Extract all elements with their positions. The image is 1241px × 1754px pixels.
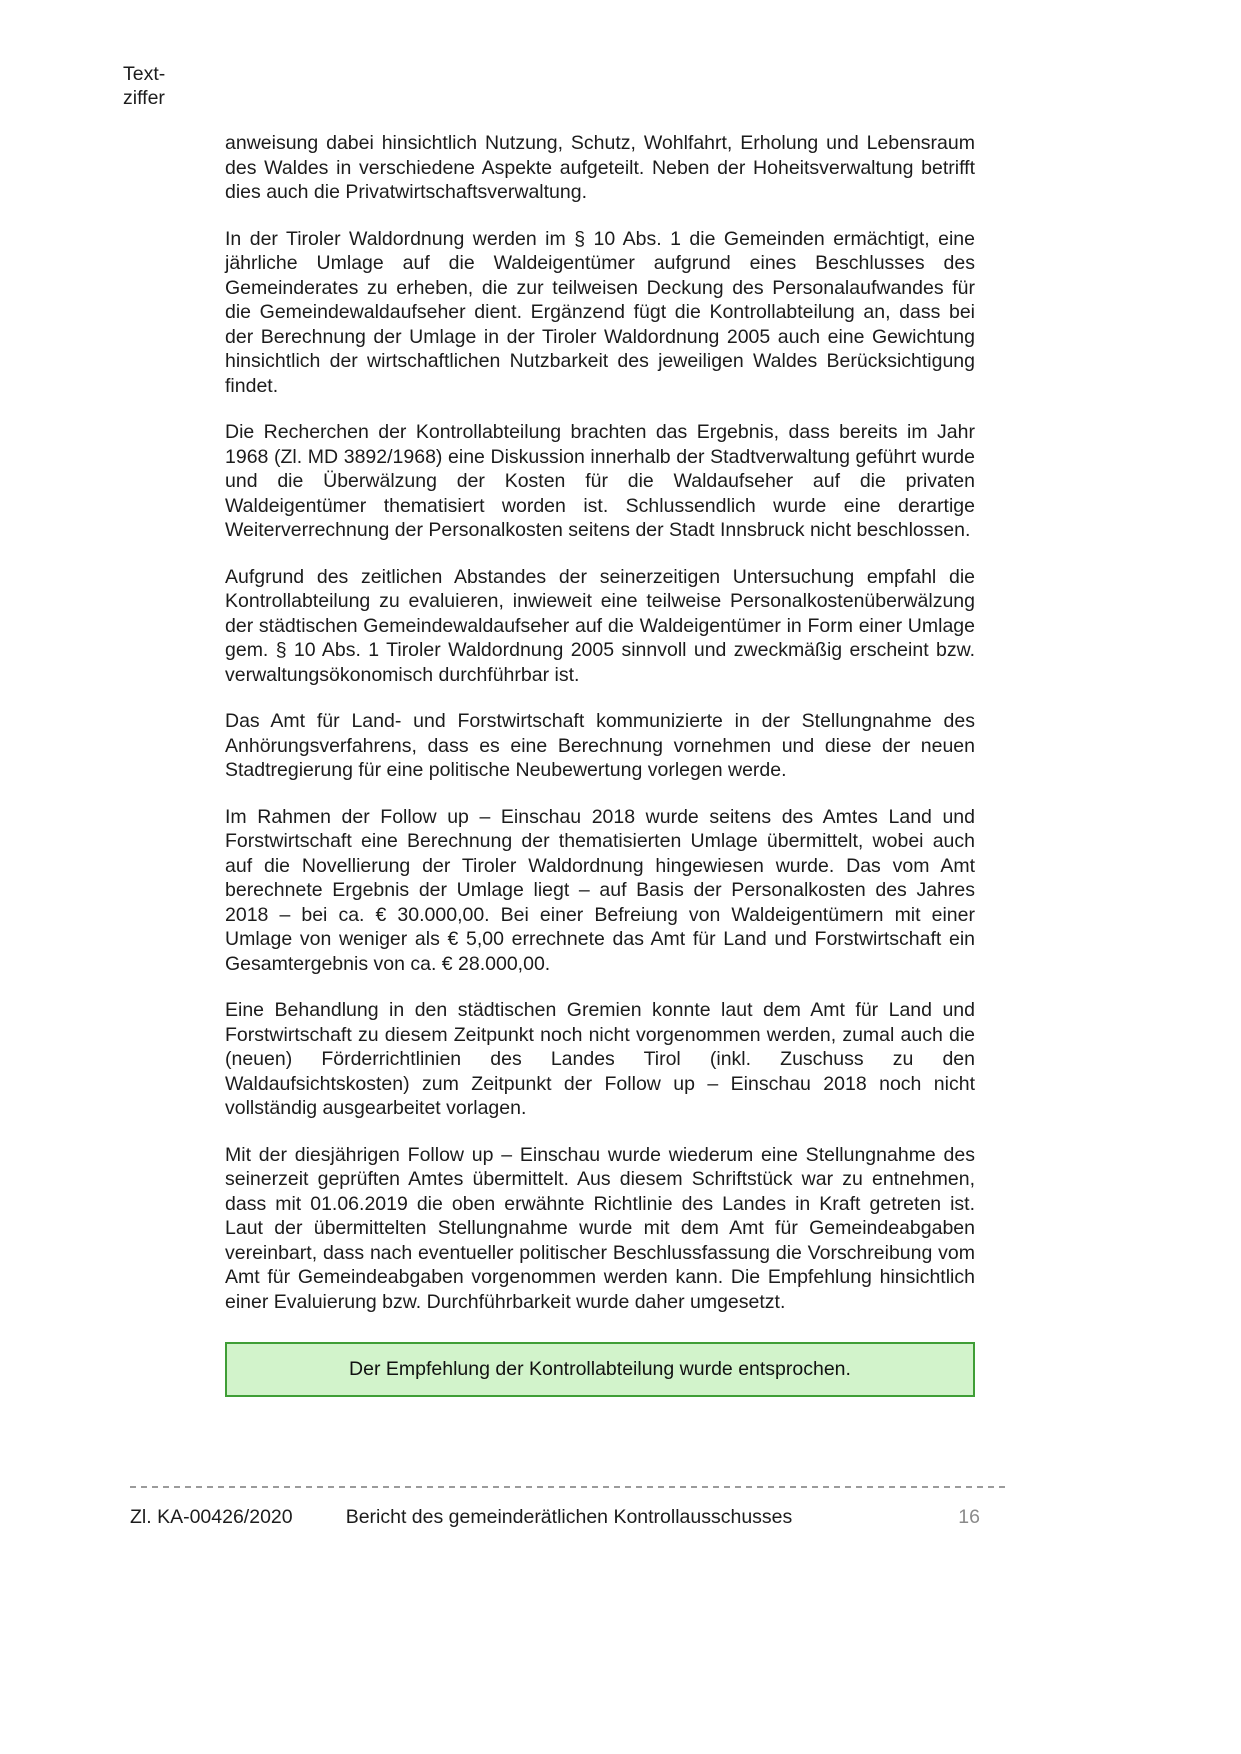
body-text-column <box>225 131 975 1397</box>
paragraph: Im Rahmen der Follow up – Einschau 2018 wurde seitens des Amtes Land und Forstwirtschaft eine Berechnung der thematisierten Umlage übermittelt, wobei auch auf die Novellierung der Tiroler Waldordnung hingewiesen wurde. Das vom Amt berechnete Ergebnis der Umlage liegt – auf Basis der Personalkosten des Jahres 2018 – bei ca. € 30.000,00. Bei einer Befreiung von Waldeigentümern mit einer Umlage von weniger als € 5,00 errechnete das Amt für Land und Forstwirtschaft ein Gesamtergebnis von ca. € 28.000,00. <box>225 805 975 975</box>
paragraph: Das Amt für Land- und Forstwirtschaft kommunizierte in der Stellungnahme des Anhörungsverfahrens, dass es eine Berechnung vornehmen und diese der neuen Stadtregierung für eine politische Neubewertung vorlegen werde. <box>225 710 975 781</box>
paragraph: In der Tiroler Waldordnung werden im § 10 Abs. 1 die Gemeinden ermächtigt, eine jährliche Umlage auf die Waldeigentümer aufgrund eines Beschlusses des Gemeinderates zu erheben, die zur teilweisen Deckung des Personalaufwandes für die Gemeindewaldaufseher dient. Ergänzend fügt die Kontrollabteilung an, dass bei der Berechnung der Umlage in der Tiroler Waldordnung 2005 auch eine Gewichtung hinsichtlich der wirtschaftlichen Nutzbarkeit des jeweiligen Waldes Berücksichtigung findet. <box>225 227 975 397</box>
footer-report-title: Bericht des gemeinderätlichen Kontrollausschusses <box>345 1506 793 1528</box>
recommendation-result-box: Der Empfehlung der Kontrollabteilung wurde entsprochen. <box>225 1342 975 1397</box>
paragraph: anweisung dabei hinsichtlich Nutzung, Schutz, Wohlfahrt, Erholung und Lebensraum des Waldes in verschiedene Aspekte aufgeteilt. Neben der Hoheitsverwaltung betrifft dies auch die Privatwirtschaftsverwaltung. <box>225 132 975 203</box>
margin-label-line1: Text- <box>123 63 166 85</box>
paragraph: Mit der diesjährigen Follow up – Einschau wurde wiederum eine Stellungnahme des seinerzeit geprüften Amtes übermittelt. Aus diesem Schriftstück war zu entnehmen, dass mit 01.06.2019 die oben erwähnte Richtlinie des Landes in Kraft getreten ist. Laut der übermittelten Stellungnahme wurde mit dem Amt für Gemeindeabgaben vereinbart, dass nach eventueller politischer Beschlussfassung die Vorschreibung vom Amt für Gemeindeabgaben vorgenommen werden kann. Die Empfehlung hinsichtlich einer Evaluierung bzw. Durchführbarkeit wurde daher umgesetzt. <box>225 1143 975 1313</box>
footer-dashed-divider <box>130 1486 1008 1488</box>
footer-page-number: 16 <box>958 1506 980 1528</box>
margin-label-textziffer <box>123 62 165 110</box>
footer-reference-number: Zl. KA-00426/2020 <box>130 1506 293 1528</box>
footer-row <box>130 1504 1008 1530</box>
page-footer <box>130 1486 1008 1530</box>
paragraph: Aufgrund des zeitlichen Abstandes der seinerzeitigen Untersuchung empfahl die Kontrollabteilung zu evaluieren, inwieweit eine teilweise Personalkostenüberwälzung der städtischen Gemeindewaldaufseher auf die Waldeigentümer in Form einer Umlage gem. § 10 Abs. 1 Tiroler Waldordnung 2005 sinnvoll und zweckmäßig erscheint bzw. verwaltungsökonomisch durchführbar ist. <box>225 565 975 686</box>
paragraph: Eine Behandlung in den städtischen Gremien konnte laut dem Amt für Land und Forstwirtschaft zu diesem Zeitpunkt noch nicht vorgenommen werden, zumal auch die (neuen) Förderrichtlinien des Landes Tirol (inkl. Zuschuss zu den Waldaufsichtskosten) zum Zeitpunkt der Follow up – Einschau 2018 noch nicht vollständig ausgearbeitet vorlagen. <box>225 999 975 1119</box>
margin-label-line2: ziffer <box>123 87 165 109</box>
paragraph: Die Recherchen der Kontrollabteilung brachten das Ergebnis, dass bereits im Jahr 1968 (Zl. MD 3892/1968) eine Diskussion innerhalb der Stadtverwaltung geführt wurde und die Überwälzung der Kosten für die Waldaufseher auf die privaten Waldeigentümer thematisiert worden ist. Schlussendlich wurde eine derartige Weiterverrechnung der Personalkosten seitens der Stadt Innsbruck nicht beschlossen. <box>225 421 975 541</box>
